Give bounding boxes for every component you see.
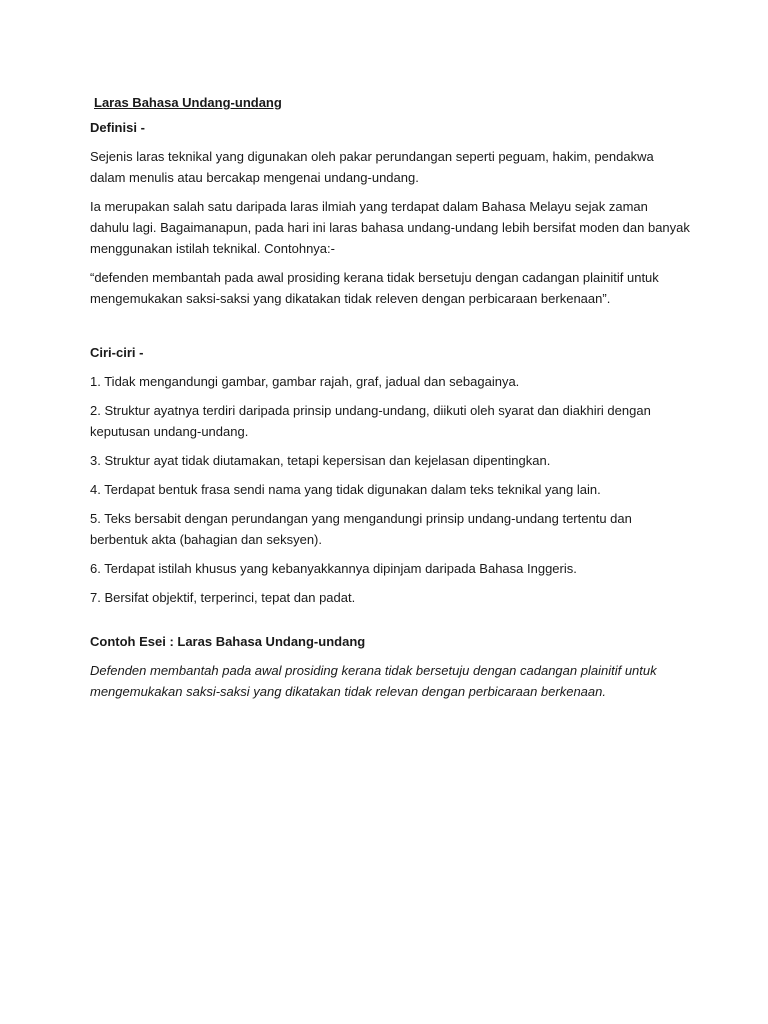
contoh-essay-text: Defenden membantah pada awal prosiding kerana tidak bersetuju dengan cadangan plainitif untuk mengemukakan saksi-saksi yang dikatakan tidak relevan dengan perbicaraan berkenaan.: [90, 663, 657, 699]
section-spacer: [90, 616, 690, 632]
definisi-heading: Definisi -: [90, 120, 145, 135]
ciri-list-item: 5. Teks bersabit dengan perundangan yang mengandungi prinsip undang-undang tertentu dan berbentuk akta (bahagian dan seksyen).: [90, 511, 632, 547]
ciri-list-item: 3. Struktur ayat tidak diutamakan, tetapi kepersisan dan kejelasan dipentingkan.: [90, 453, 551, 468]
definisi-paragraph: Ia merupakan salah satu daripada laras ilmiah yang terdapat dalam Bahasa Melayu sejak zaman dahulu lagi. Bagaimanapun, pada hari ini laras bahasa undang-undang lebih bersifat moden dan banyak menggunakan istilah teknikal. Contohnya:-: [90, 199, 690, 256]
document-title: Laras Bahasa Undang-undang: [94, 95, 282, 110]
ciri-list-item: 6. Terdapat istilah khusus yang kebanyakkannya dipinjam daripada Bahasa Inggeris.: [90, 561, 577, 576]
ciri-heading: Ciri-ciri -: [90, 345, 144, 360]
ciri-list-item: 1. Tidak mengandungi gambar, gambar rajah, graf, jadual dan sebagainya.: [90, 374, 520, 389]
section-spacer: [90, 317, 690, 343]
definisi-paragraph: Sejenis laras teknikal yang digunakan oleh pakar perundangan seperti peguam, hakim, pendakwa dalam menulis atau bercakap mengenai undang-undang.: [90, 149, 654, 185]
document-body: [90, 94, 690, 710]
ciri-list-item: 2. Struktur ayatnya terdiri daripada prinsip undang-undang, diikuti oleh syarat dan diakhiri dengan keputusan undang-undang.: [90, 403, 651, 439]
ciri-list-item: 7. Bersifat objektif, terperinci, tepat dan padat.: [90, 590, 356, 605]
ciri-list-item: 4. Terdapat bentuk frasa sendi nama yang tidak digunakan dalam teks teknikal yang lain.: [90, 482, 601, 497]
contoh-heading: Contoh Esei : Laras Bahasa Undang-undang: [90, 634, 366, 649]
example-quote: “defenden membantah pada awal prosiding kerana tidak bersetuju dengan cadangan plainitif untuk mengemukakan saksi-saksi yang dikatakan tidak releven dengan perbicaraan berkenaan”.: [90, 270, 659, 306]
